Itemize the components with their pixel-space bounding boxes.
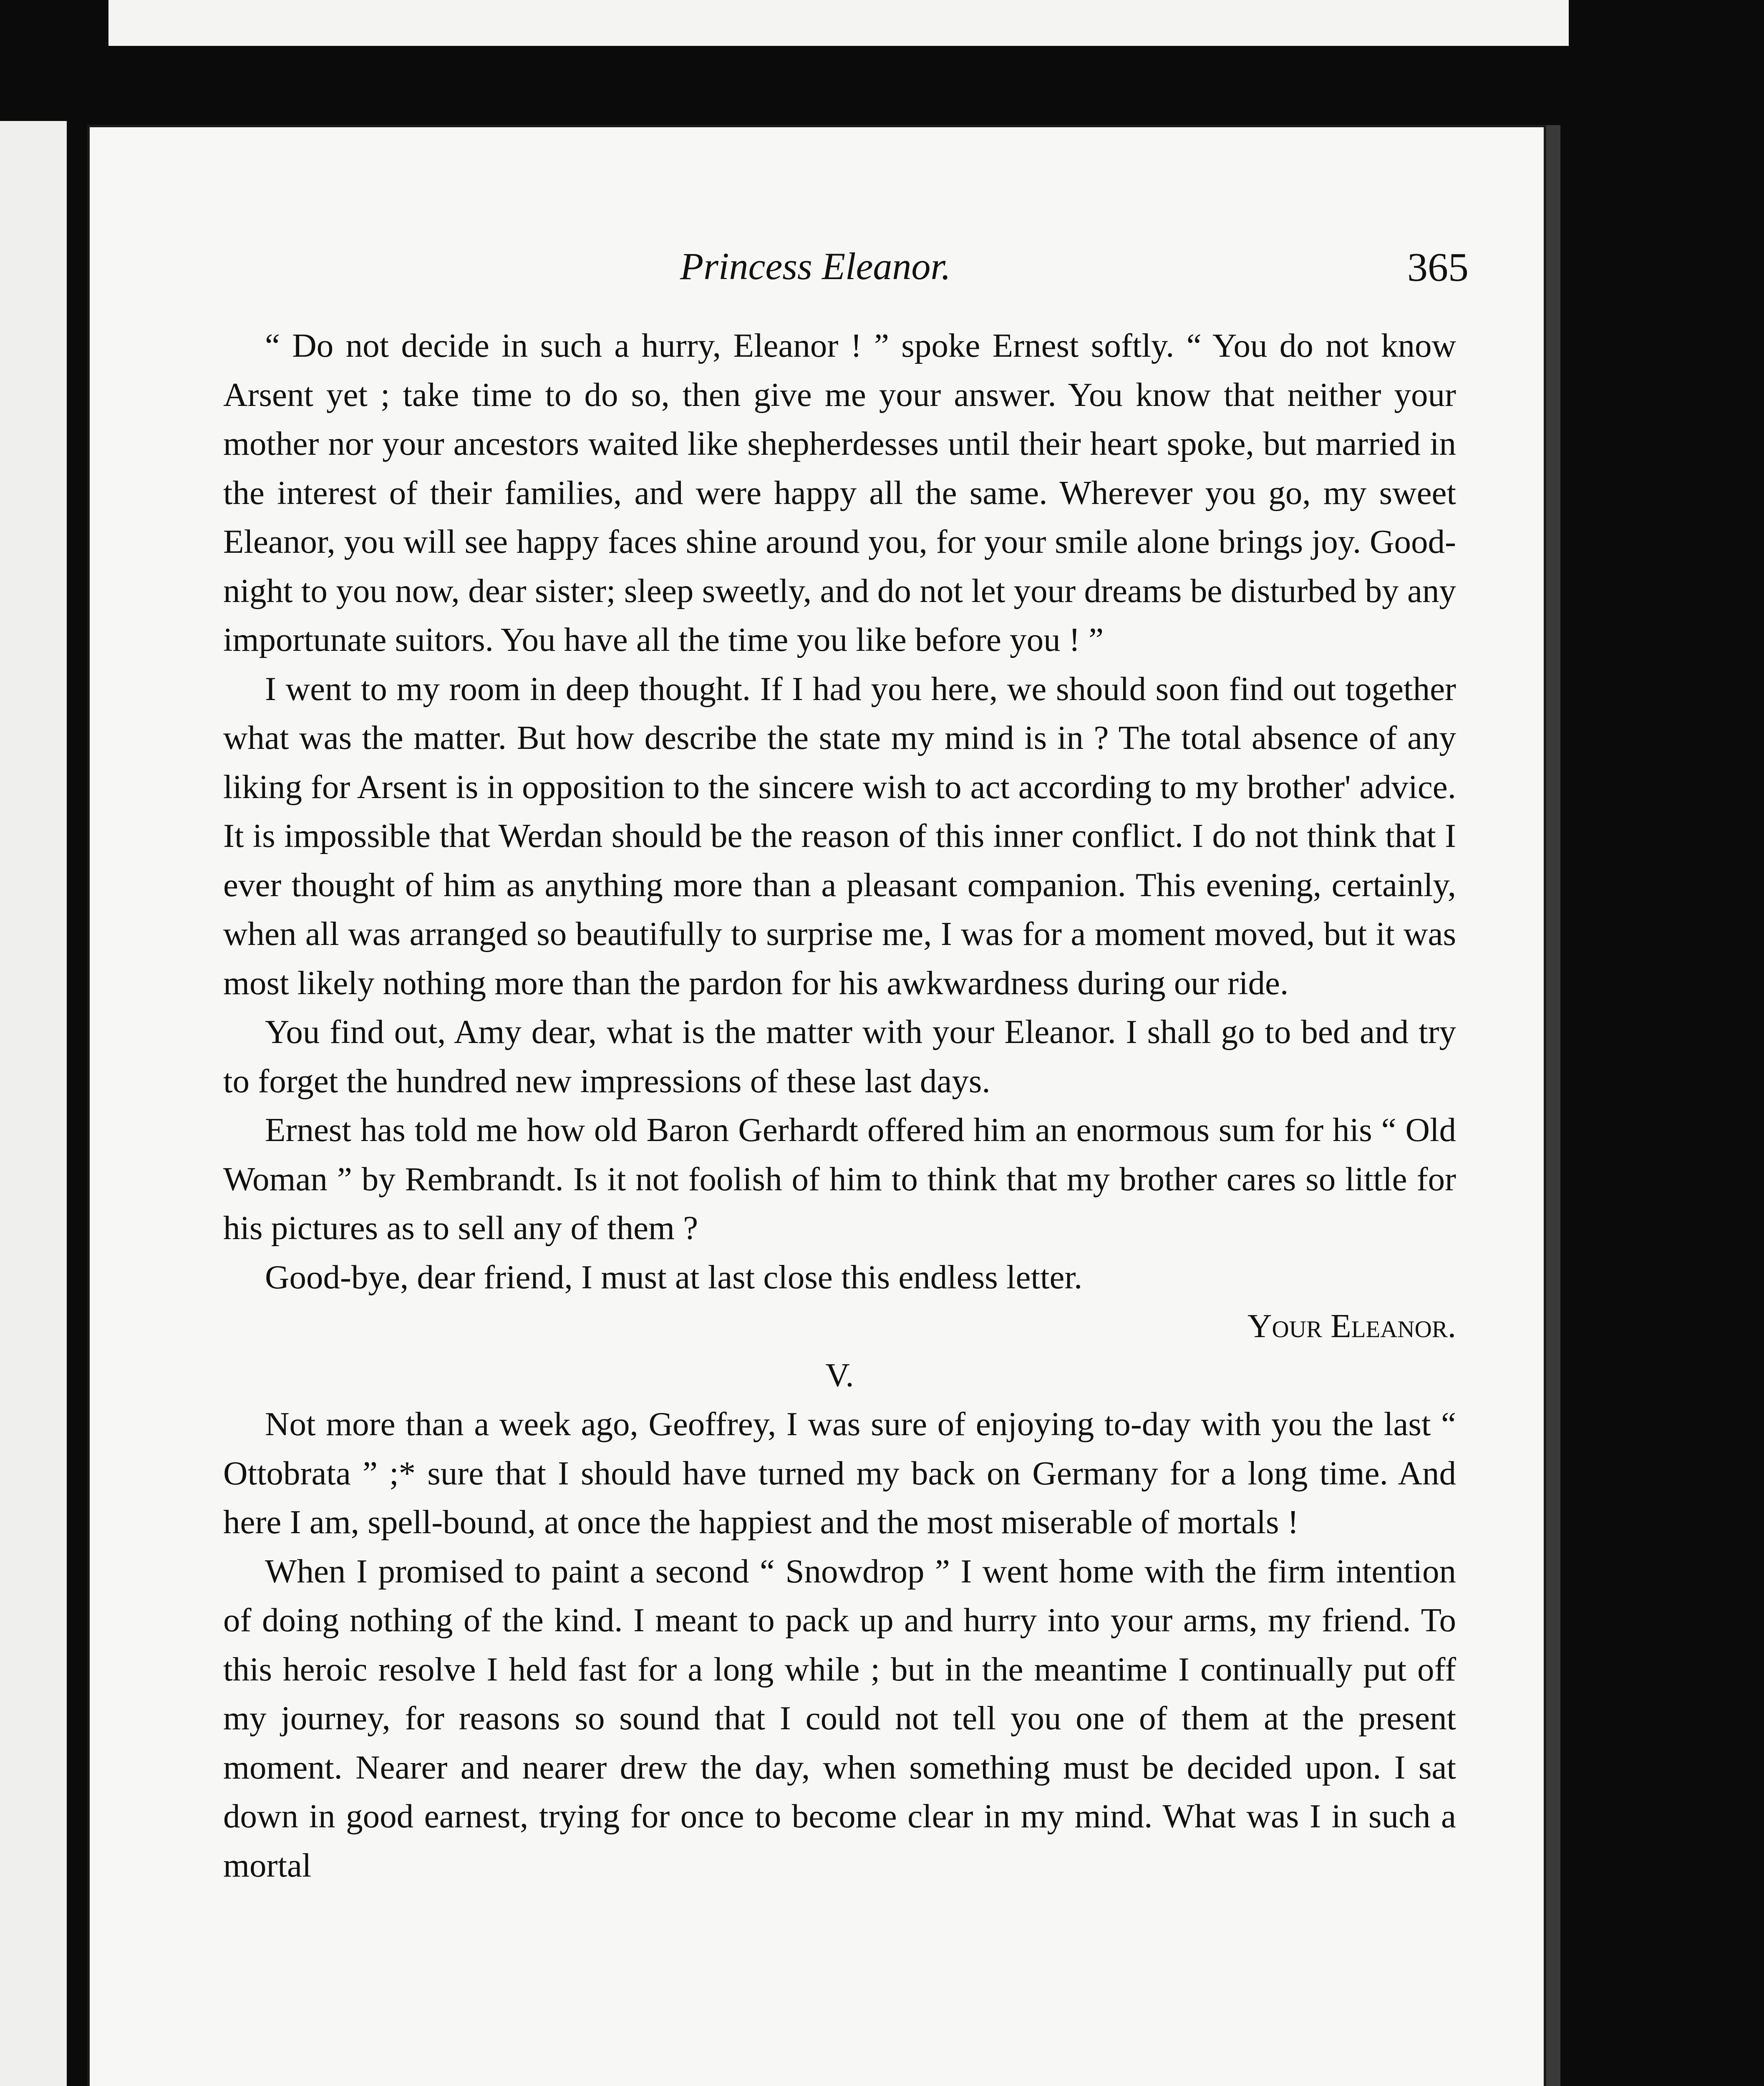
previous-page-edge — [108, 0, 1569, 46]
page-number: 365 — [1407, 245, 1469, 290]
paragraph: “ Do not decide in such a hurry, Eleanor ! ” spoke Ernest softly. “ You do not know Arsent yet ; take time to do so, then give me your answer. You know that neither your mother nor your ancestors waited like shepherdesses until their heart spoke, but married in the interest of their families, and were happy all the same. Wherever you go, my sweet Eleanor, you will see happy faces shine around you, for your smile alone brings joy. Good-night to you now, dear sister; sleep sweetly, and do not let your dreams be disturbed by any importunate suitors. You have all the time you like before you ! ” — [223, 327, 1456, 658]
letter-signature: Your Eleanor. — [1247, 1307, 1456, 1345]
paragraph: Ernest has told me how old Baron Gerhardt offered him an enormous sum for his “ Old Woman ” by Rembrandt. Is it not foolish of him to think that my brother cares so little for his pictures as to sell any of them ? — [223, 1111, 1456, 1247]
section-heading: V. — [825, 1356, 854, 1394]
page-body — [223, 321, 1456, 1890]
paragraph: Good-bye, dear friend, I must at last close this endless letter. — [265, 1258, 1083, 1296]
paragraph: When I promised to paint a second “ Snowdrop ” I went home with the firm intention of doing nothing of the kind. I meant to pack up and hurry into your arms, my friend. To this heroic resolve I held fast for a long while ; but in the meantime I continually put off my journey, for reasons so sound that I could not tell you one of them at the present moment. Nearer and nearer drew the day, when something must be decided upon. I sat down in good earnest, trying for once to become clear in my mind. What was I in such a mortal — [223, 1552, 1456, 1884]
page-right-edge — [1544, 125, 1560, 2086]
paragraph: You find out, Amy dear, what is the matter with your Eleanor. I shall go to bed and try to forget the hundred new impressions of these last days. — [223, 1013, 1456, 1100]
page-header — [680, 244, 1469, 294]
paragraph: Not more than a week ago, Geoffrey, I was sure of enjoying to-day with you the last “ Ottobrata ” ;* sure that I should have turned my back on Germany for a long time. And here I am, spell-bound, at once the happiest and the most miserable of mortals ! — [223, 1405, 1456, 1541]
underlying-page-left-strip — [0, 121, 67, 2086]
running-title: Princess Eleanor. — [680, 245, 951, 287]
paragraph: I went to my room in deep thought. If I had you here, we should soon find out together what was the matter. But how describe the state my mind is in ? The total absence of any liking for Arsent is in opposition to the sincere wish to act according to my brother' advice. It is impossible that Werdan should be the reason of this inner conflict. I do not think that I ever thought of him as anything more than a pleasant companion. This evening, certainly, when all was arranged so beautifully to surprise me, I was for a moment moved, but it was most likely nothing more than the pardon for his awkwardness during our ride. — [223, 670, 1456, 1002]
